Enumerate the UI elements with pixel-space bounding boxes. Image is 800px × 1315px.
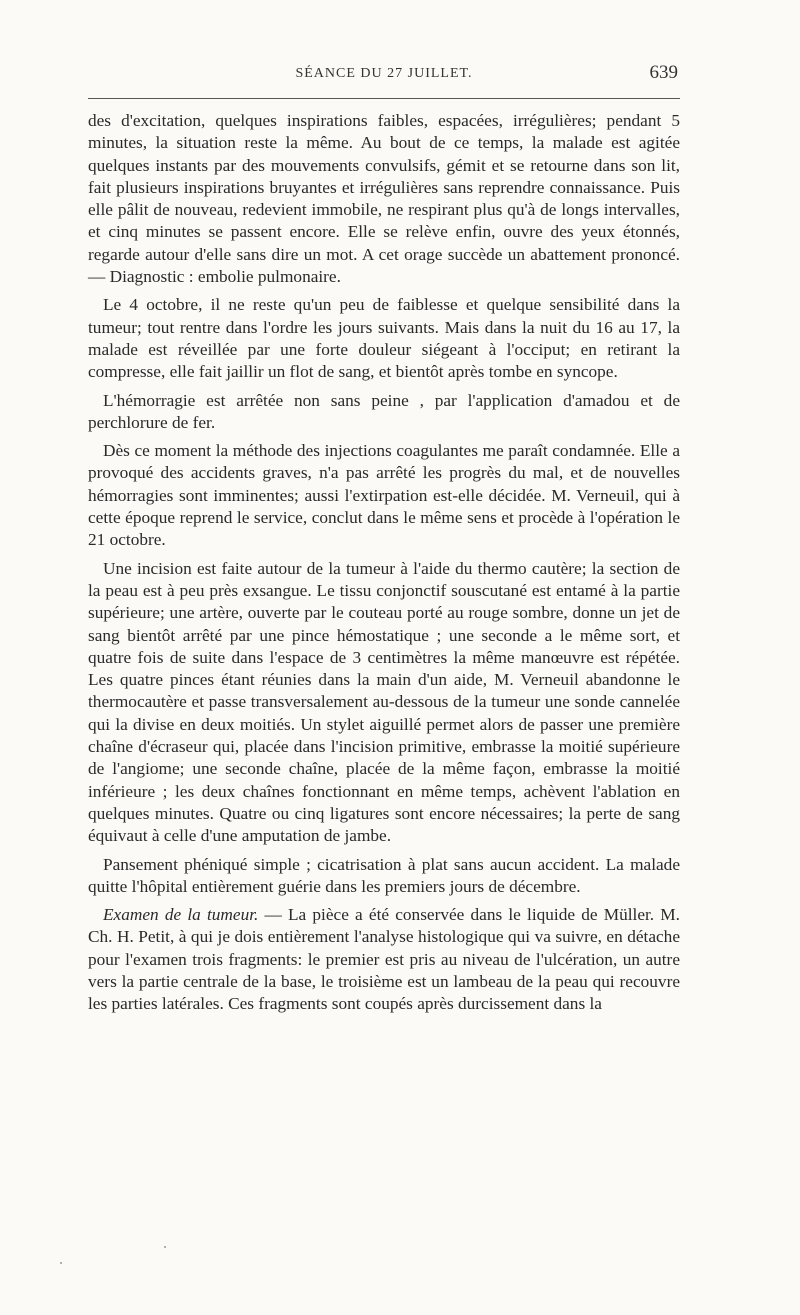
section-heading: Examen de la tumeur. [103, 905, 259, 925]
paragraph-examen [88, 904, 680, 1015]
paragraph: Pansement phéniqué simple ; cicatrisation à plat sans aucun accident. La malade quitte l'hôpital entièrement guérie dans les premiers jours de décembre. [88, 854, 680, 896]
body-text [88, 110, 680, 1022]
running-header [88, 60, 680, 88]
paragraph: Une incision est faite autour de la tumeur à l'aide du thermo cautère; la section de la peau est à peu près exsangue. Le tissu conjonctif souscutané est entamé à la partie supérieure; une artère, ouverte par le couteau porté au rouge sombre, donne un jet de sang bientôt arrêté par une pince hémostatique ; une seconde a le même sort, et quatre fois de suite dans l'espace de 3 centimètres la même manœuvre est répétée. Les quatre pinces étant réunies dans la main d'un aide, M. Verneuil abandonne le thermocautère et passe transversalement au-dessous de la tumeur une sonde cannelée qui la divise en deux moitiés. Un stylet aiguillé permet alors de passer une première chaîne d'écraseur qui, placée dans l'incision primitive, embrasse la moitié supérieure de l'angiome; une seconde chaîne, placée de la même façon, embrasse la moitié inférieure ; les deux chaînes fonctionnant en même temps, achèvent l'ablation en quelques minutes. Quatre ou cinq ligatures sont encore nécessaires; la perte de sang équivaut à celle d'une amputation de jambe. [88, 558, 680, 846]
paper-speck [164, 1246, 166, 1248]
page-number: 639 [649, 62, 678, 83]
paper-speck [60, 1262, 62, 1264]
paragraph: des d'excitation, quelques inspirations faibles, espacées, irrégulières; pendant 5 minutes, la situation reste la même. Au bout de ce temps, la malade est agitée quelques instants par des mouvements convulsifs, gémit et se retourne dans son lit, fait plusieurs inspirations bruyantes et irrégulières sans reprendre connaissance. Puis elle pâlit de nouveau, redevient immobile, ne respirant plus qu'à de longs intervalles, et cinq minutes se passent encore. Elle se relève enfin, ouvre des yeux étonnés, regarde autour d'elle sans dire un mot. A cet orage succède un abattement prononcé. — Diagnostic : embolie pulmonaire. [88, 111, 680, 287]
paragraph: L'hémorragie est arrêtée non sans peine , par l'application d'amadou et de perchlorure de fer. [88, 390, 680, 432]
header-rule [88, 98, 680, 99]
paragraph-text: — La pièce a été conservée dans le liquide de Müller. M. Ch. H. Petit, à qui je dois entièrement l'analyse histologique qui va suivre, en détache pour l'examen trois fragments: le premier est pris au niveau de l'ulcération, un autre vers la partie centrale de la base, le troisième est un lambeau de la peau qui recouvre les parties latérales. Ces fragments sont coupés après durcissement dans la [88, 905, 680, 1014]
paragraph: Dès ce moment la méthode des injections coagulantes me paraît condamnée. Elle a provoqué des accidents graves, n'a pas arrêté les progrès du mal, et de nouvelles hémorragies sont imminentes; aussi l'extirpation est-elle décidée. M. Verneuil, qui à cette époque reprend le service, conclut dans le même sens et procède à l'opération le 21 octobre. [88, 441, 680, 550]
paragraph: Le 4 octobre, il ne reste qu'un peu de faiblesse et quelque sensibilité dans la tumeur; tout rentre dans l'ordre les jours suivants. Mais dans la nuit du 16 au 17, la malade est réveillée par une forte douleur siégeant à l'occiput; en retirant la compresse, elle fait jaillir un flot de sang, et bientôt après tombe en syncope. [88, 295, 680, 382]
running-title: SÉANCE DU 27 JUILLET. [295, 66, 473, 81]
